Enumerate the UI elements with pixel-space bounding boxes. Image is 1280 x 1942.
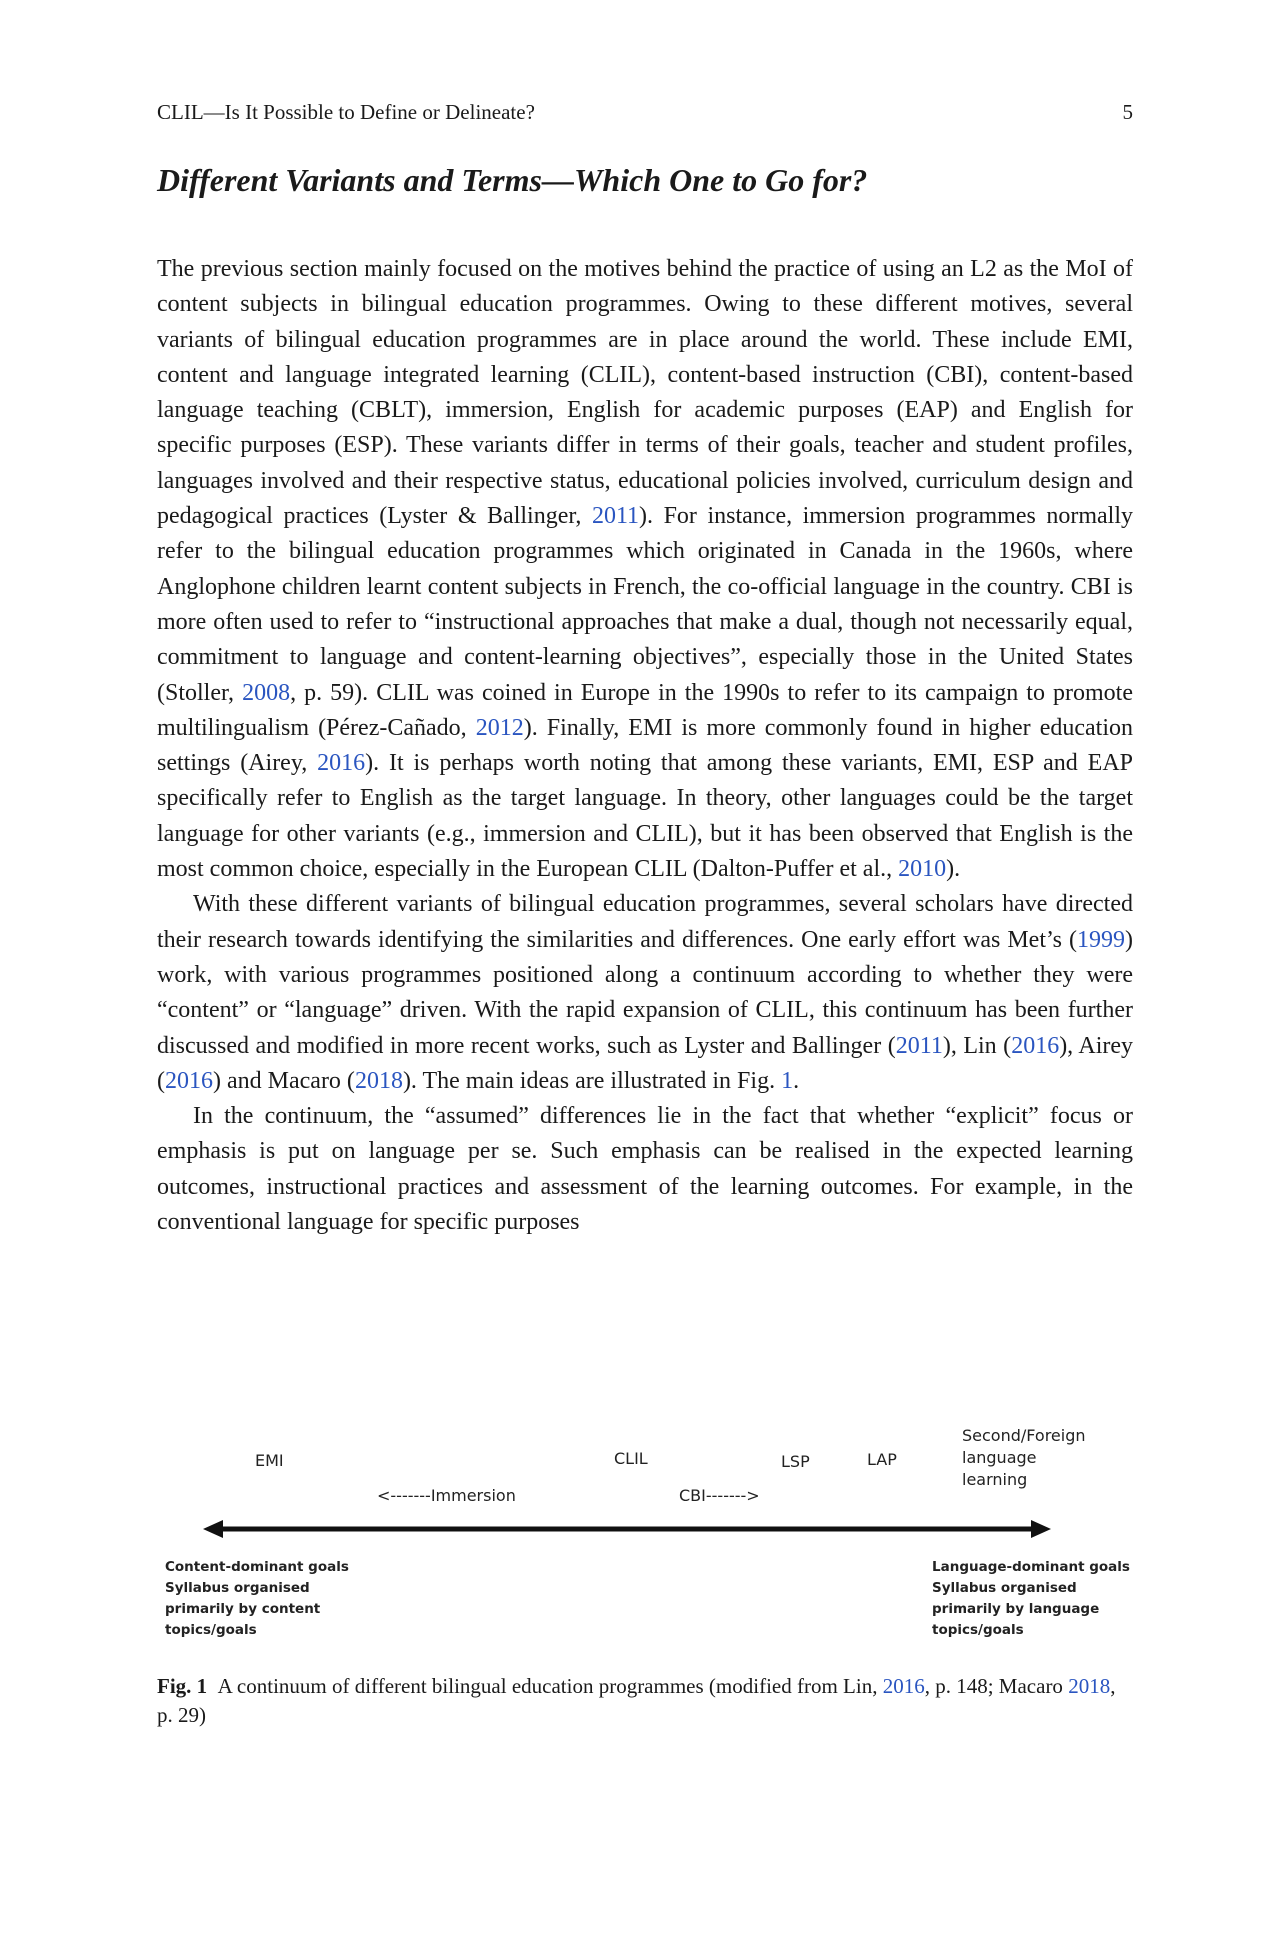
citation-link[interactable]: 2016 — [165, 1067, 213, 1094]
note-line: topics/goals — [932, 1622, 1024, 1638]
text-run: ). The main ideas are illustrated in Fig. — [402, 1067, 782, 1094]
citation-link[interactable]: 2008 — [242, 679, 291, 706]
note-line: topics/goals — [165, 1622, 257, 1638]
text-run: . — [793, 1067, 800, 1094]
citation-link[interactable]: 2011 — [895, 1032, 943, 1059]
section-title: Different Variants and Terms—Which One to Go for? — [157, 162, 868, 198]
note-line: Syllabus organised — [165, 1580, 310, 1596]
label-emi: EMI — [255, 1451, 284, 1470]
note-line: Content-dominant goals — [165, 1559, 349, 1575]
label-lap: LAP — [867, 1450, 897, 1469]
text-run: ). Finally, EMI is more commonly found in higher education settings (Airey, — [157, 714, 1133, 777]
text-run: ) work, with various programmes positioned along a continuum according to whether they were “content” or “language” driven. With the rapid expansion of CLIL, this continuum has been further discussed and modified in more recent works, such as Lyster and Ballinger ( — [157, 926, 1133, 1059]
citation-link[interactable]: 1999 — [1077, 926, 1125, 953]
figure-caption — [157, 1672, 1133, 1730]
label-line: learning — [962, 1470, 1028, 1489]
label-line: Second/Foreign — [962, 1426, 1086, 1445]
citation-link[interactable]: 2011 — [591, 503, 640, 530]
note-line: Language-dominant goals — [932, 1559, 1130, 1575]
note-content-dominant — [165, 1557, 349, 1641]
citation-link[interactable]: 2018 — [1068, 1674, 1111, 1698]
text-run: ), Airey ( — [157, 1032, 1134, 1094]
citation-link[interactable]: 2018 — [354, 1067, 403, 1094]
citation-link[interactable]: 2016 — [1011, 1032, 1060, 1059]
label-immersion: <-------Immersion — [377, 1486, 516, 1505]
paragraph-3 — [157, 1099, 1133, 1240]
text-run: ) and Macaro ( — [213, 1067, 355, 1094]
label-lsp: LSP — [781, 1452, 810, 1471]
arrow-head-right — [1031, 1520, 1051, 1538]
text-run: , p. 148; Macaro — [924, 1674, 1069, 1698]
text-run: ). It is perhaps worth noting that among these variants, EMI, ESP and EAP specifically refer to English as the target language. In theory, other languages could be the target language for other variants (e.g., immersion and CLIL), but it has been observed that English is the most common choice, especially in the European CLIL (Dalton-Puffer et al., — [157, 750, 1133, 883]
page-number: 5 — [1122, 100, 1133, 124]
label-cbi: CBI-------> — [679, 1486, 760, 1505]
label-line: language — [962, 1448, 1037, 1467]
citation-link[interactable]: 2016 — [317, 750, 366, 777]
figure-continuum — [157, 1425, 1133, 1665]
continuum-arrow — [157, 1425, 1133, 1545]
note-language-dominant — [932, 1557, 1130, 1641]
note-line: primarily by content — [165, 1601, 321, 1617]
citation-link[interactable]: 2010 — [898, 856, 947, 883]
label-clil: CLIL — [614, 1449, 648, 1468]
text-run: ), Lin ( — [942, 1032, 1012, 1059]
text-run: ). For instance, immersion programmes normally refer to the bilingual education programmes which originated in Canada in the 1960s, where Anglophone children learnt content subjects in French, the co-official language in the country. CBI is more often used to refer to “instructional approaches that make a dual, though not necessarily equal, commitment to language and content-learning objectives”, especially those in the United States (Stoller, — [157, 503, 1133, 706]
caption-label: Fig. 1 — [157, 1674, 208, 1698]
text-run: A continuum of different bilingual education programmes (modified from Lin, — [217, 1674, 883, 1698]
text-run: ). — [946, 856, 961, 883]
arrow-head-left — [203, 1520, 223, 1538]
body-text — [157, 252, 1133, 1240]
text-run: With these different variants of bilingual education programmes, several scholars have directed their research towards identifying the similarities and differences. One early effort was Met’s ( — [157, 891, 1133, 953]
note-line: primarily by language — [932, 1601, 1100, 1617]
text-run: , p. 29) — [157, 1674, 1116, 1727]
note-line: Syllabus organised — [932, 1580, 1077, 1596]
paragraph-1 — [157, 252, 1133, 887]
figure-link[interactable]: 1 — [781, 1067, 794, 1094]
paragraph-2 — [157, 887, 1133, 1099]
citation-link[interactable]: 2012 — [475, 714, 524, 741]
citation-link[interactable]: 2016 — [882, 1674, 925, 1698]
running-title: CLIL—Is It Possible to Define or Delineate? — [157, 100, 535, 124]
text-run: The previous section mainly focused on the motives behind the practice of using an L2 as the MoI of content subjects in bilingual education programmes. Owing to these different motives, several variants of bilingual education programmes are in place around the world. These include EMI, content and language integrated learning (CLIL), content-based instruction (CBI), content-based language teaching (CBLT), immersion, English for academic purposes (EAP) and English for specific purposes (ESP). These variants differ in terms of their goals, teacher and student profiles, languages involved and their respective status, educational policies involved, curriculum design and pedagogical practices (Lyster & Ballinger, — [157, 256, 1133, 530]
text-run: In the continuum, the “assumed” differences lie in the fact that whether “explicit” focus or emphasis is put on language per se. Such emphasis can be realised in the expected learning outcomes, instructional practices and assessment of the learning outcomes. For example, in the conventional language for specific purposes — [157, 1103, 1133, 1236]
text-run: , p. 59). CLIL was coined in Europe in the 1990s to refer to its campaign to promote multilingualism (Pérez-Cañado, — [157, 679, 1133, 741]
